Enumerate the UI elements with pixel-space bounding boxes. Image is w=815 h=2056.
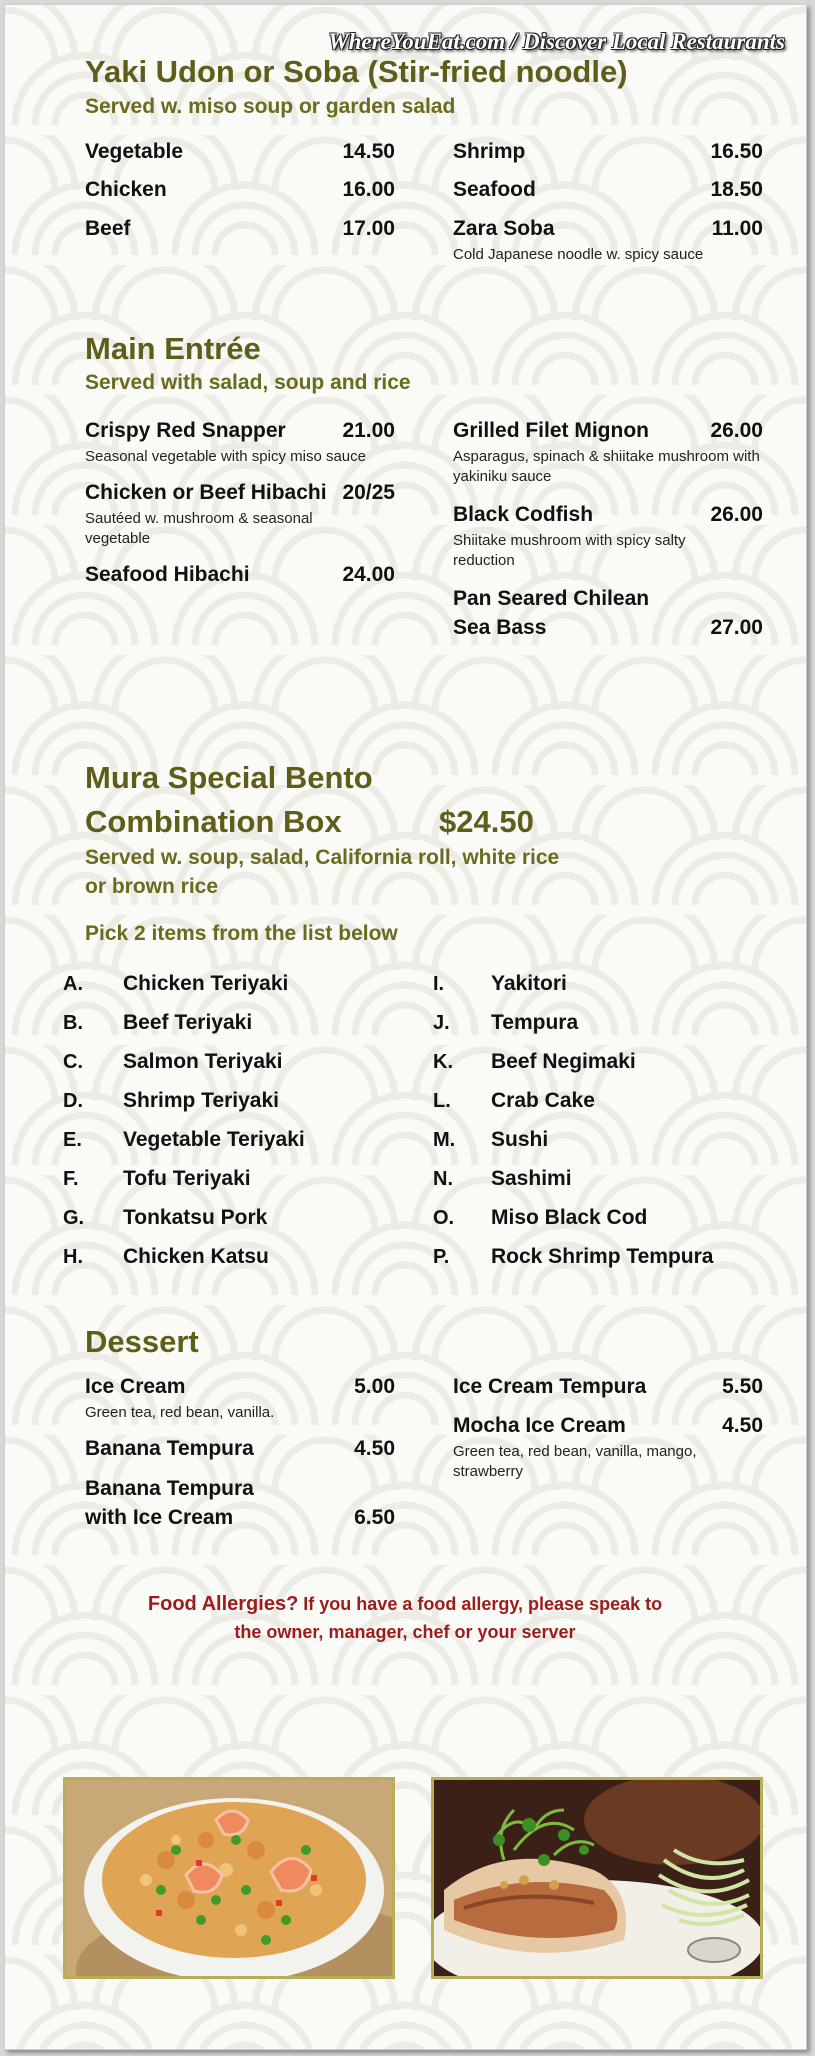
menu-item-name: Banana Tempura <box>85 1477 254 1500</box>
bento-item-letter: M. <box>433 1129 456 1151</box>
bento-subtitle-line2: or brown rice <box>85 875 219 898</box>
bento-item-letter: H. <box>63 1246 83 1268</box>
menu-item-name: Shrimp <box>453 140 526 163</box>
menu-item-name: Beef <box>85 217 131 240</box>
main-subtitle: Served with salad, soup and rice <box>85 371 411 394</box>
bento-item-letter: P. <box>433 1246 450 1268</box>
bento-item-letter: D. <box>63 1090 83 1112</box>
menu-item-price: 21.00 <box>342 419 395 442</box>
bento-item-name: Beef Teriyaki <box>123 1011 253 1034</box>
allergy-lead: Food Allergies? <box>147 1593 299 1615</box>
menu-item-name: Pan Seared Chilean <box>453 587 650 610</box>
menu-item-price: 26.00 <box>710 419 763 442</box>
bento-title-line1: Mura Special Bento <box>85 760 373 795</box>
menu-item-price: 27.00 <box>710 616 763 639</box>
bento-item-name: Shrimp Teriyaki <box>123 1089 280 1112</box>
menu-item-description: Green tea, red bean, vanilla. <box>85 1404 275 1421</box>
bento-title-line2: Combination Box <box>85 804 342 839</box>
menu-item-name: Seafood <box>453 178 536 201</box>
menu-item-price: 26.00 <box>710 503 763 526</box>
yaki-title: Yaki Udon or Soba (Stir-fried noodle) <box>85 54 628 89</box>
menu-item-name: Sea Bass <box>453 616 547 639</box>
menu-item-price: 5.50 <box>722 1375 763 1398</box>
menu-item-price: 16.00 <box>342 178 395 201</box>
bento-item-letter: N. <box>433 1168 453 1190</box>
menu-item-description: Sautéed w. mushroom & seasonal vegetable <box>85 510 313 547</box>
menu-item-price: 24.00 <box>342 563 395 586</box>
menu-item-price: 11.00 <box>711 217 763 240</box>
menu-page <box>4 4 807 2050</box>
menu-item-price: 6.50 <box>354 1506 395 1529</box>
bento-price: $24.50 <box>439 804 534 839</box>
menu-item-price: 18.50 <box>710 178 763 201</box>
bento-pick-instruction: Pick 2 items from the list below <box>85 922 398 945</box>
bento-item-name: Tofu Teriyaki <box>123 1167 251 1190</box>
fried-rice-photo <box>63 1777 395 1979</box>
bento-item-name: Sushi <box>491 1128 549 1151</box>
bento-item-letter: E. <box>63 1129 82 1151</box>
menu-item-name: Grilled Filet Mignon <box>453 419 649 442</box>
menu-item-price: 14.50 <box>342 140 395 163</box>
menu-item-description: Cold Japanese noodle w. spicy sauce <box>453 246 704 263</box>
bento-item-letter: I. <box>433 973 445 995</box>
menu-item-name: Mocha Ice Cream <box>453 1414 626 1437</box>
bento-item-letter: K. <box>433 1051 453 1073</box>
yaki-subtitle: Served w. miso soup or garden salad <box>85 95 456 118</box>
fish-entree-photo <box>431 1777 763 1979</box>
menu-item-name: Zara Soba <box>453 217 555 240</box>
bento-item-name: Tempura <box>491 1011 579 1034</box>
bento-item-letter: J. <box>433 1012 450 1034</box>
menu-item-name: Chicken or Beef Hibachi <box>85 481 327 504</box>
bento-item-letter: F. <box>63 1168 79 1190</box>
bento-item-name: Salmon Teriyaki <box>123 1050 283 1073</box>
bento-item-name: Sashimi <box>491 1167 572 1190</box>
menu-item-name: with Ice Cream <box>85 1506 234 1529</box>
menu-item-name: Ice Cream Tempura <box>453 1375 647 1398</box>
menu-item-name: Seafood Hibachi <box>85 563 250 586</box>
bento-item-letter: B. <box>63 1012 83 1034</box>
menu-item-name: Banana Tempura <box>85 1437 254 1460</box>
menu-item-price: 17.00 <box>342 217 395 240</box>
bento-item-letter: O. <box>433 1207 455 1229</box>
menu-item-price: 20/25 <box>342 481 395 504</box>
dessert-title: Dessert <box>85 1324 199 1359</box>
menu-item-name: Black Codfish <box>453 503 594 526</box>
menu-item-price: 16.50 <box>710 140 763 163</box>
menu-item-description: Shiitake mushroom with spicy salty reduction <box>453 532 686 569</box>
menu-item-price: 5.00 <box>354 1375 395 1398</box>
menu-item-name: Chicken <box>85 178 167 201</box>
bento-item-name: Yakitori <box>491 972 567 995</box>
allergy-line2: the owner, manager, chef or your server <box>234 1622 576 1642</box>
bento-item-name: Crab Cake <box>491 1089 595 1112</box>
menu-item-name: Vegetable <box>85 140 184 163</box>
menu-item-name: Ice Cream <box>85 1375 186 1398</box>
menu-item-description: Seasonal vegetable with spicy miso sauce <box>85 448 366 465</box>
bento-item-letter: C. <box>63 1051 83 1073</box>
bento-item-name: Beef Negimaki <box>491 1050 636 1073</box>
menu-item-price: 4.50 <box>722 1414 763 1437</box>
bento-item-name: Tonkatsu Pork <box>123 1206 268 1229</box>
bento-item-letter: L. <box>433 1090 451 1112</box>
site-watermark: WhereYouEat.com / Discover Local Restaurants <box>328 29 785 54</box>
allergy-notice <box>65 1591 745 1617</box>
menu-item-description: Asparagus, spinach & shiitake mushroom with yakiniku sauce <box>453 448 760 485</box>
menu-item-price: 4.50 <box>354 1437 395 1460</box>
menu-item-name: Crispy Red Snapper <box>85 419 286 442</box>
allergy-line1: If you have a food allergy, please speak to <box>298 1594 663 1614</box>
bento-subtitle-line1: Served w. soup, salad, California roll, white rice <box>85 846 560 869</box>
bento-item-name: Vegetable Teriyaki <box>123 1128 305 1151</box>
menu-item-description: Green tea, red bean, vanilla, mango, strawberry <box>453 1443 697 1480</box>
bento-item-name: Chicken Teriyaki <box>123 972 289 995</box>
bento-item-name: Miso Black Cod <box>491 1206 648 1229</box>
bento-item-letter: A. <box>63 973 83 995</box>
main-title: Main Entrée <box>85 331 261 366</box>
bento-item-name: Rock Shrimp Tempura <box>491 1245 714 1268</box>
bento-item-letter: G. <box>63 1207 85 1229</box>
bento-item-name: Chicken Katsu <box>123 1245 269 1268</box>
